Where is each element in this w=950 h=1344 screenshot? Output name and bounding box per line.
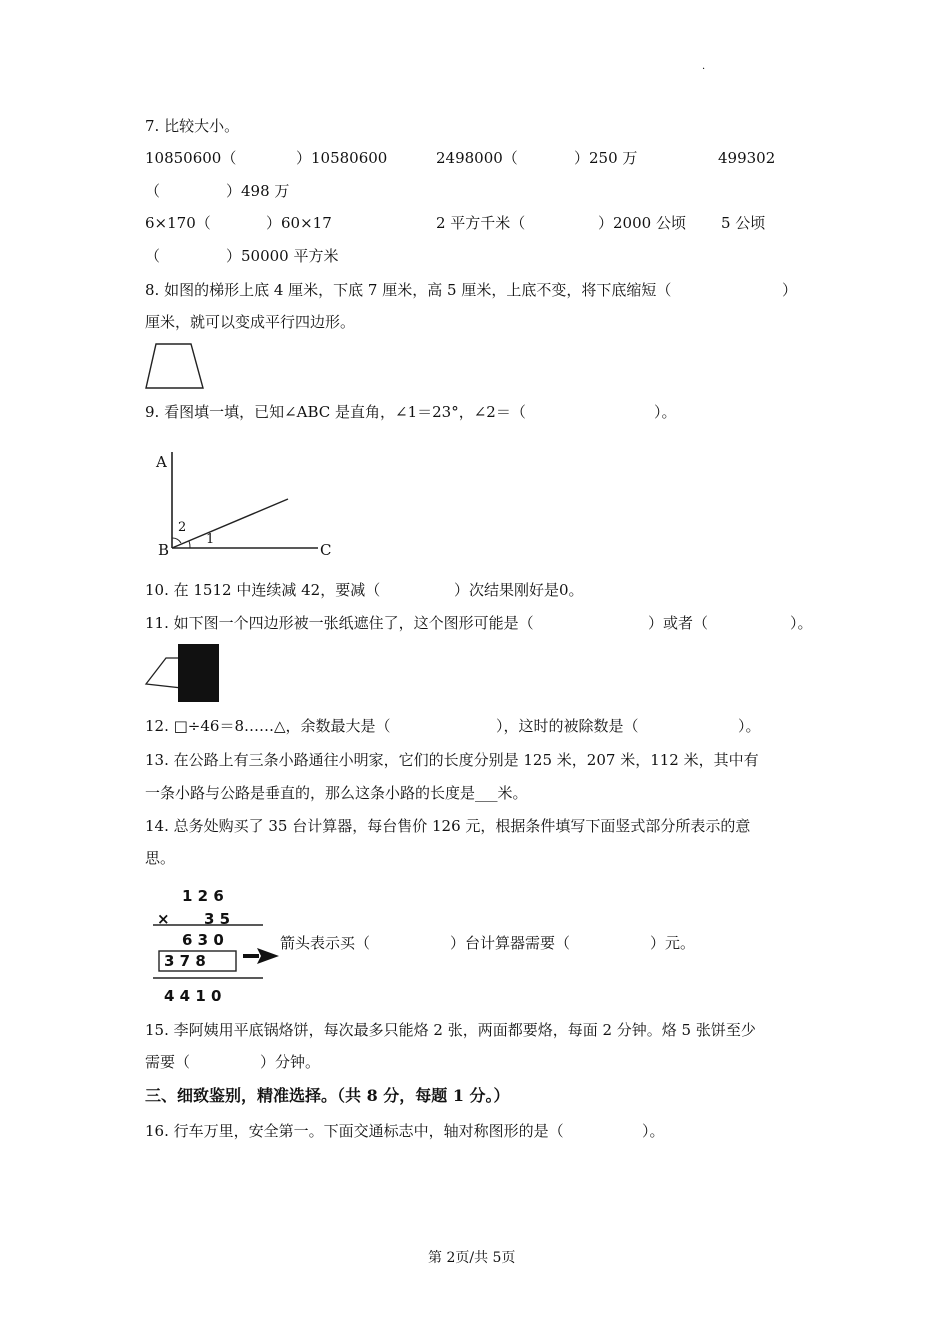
q9-text-b: ）。 xyxy=(654,403,677,421)
q12-b: ），这时的被除数是（ xyxy=(496,717,639,735)
angle-label-c: C xyxy=(320,541,332,559)
calc-times-sign: × xyxy=(157,910,170,928)
q7-r2-b: ）498 万 xyxy=(226,182,290,200)
q7-r1-a: 10850600（ xyxy=(145,149,237,167)
q13-line2: 一条小路与公路是垂直的，那么这条小路的长度是___米。 xyxy=(145,784,528,802)
q7-r4-a: （ xyxy=(145,247,161,265)
q7-r1-b: ）10580600 xyxy=(296,149,388,167)
q7-r1-c: 2498000（ xyxy=(436,149,518,167)
q9-text-a: 9. 看图填一填，已知∠ABC 是直角，∠1＝23°，∠2＝（ xyxy=(145,403,526,421)
covered-quadrilateral-figure xyxy=(142,644,222,704)
q16-b: ）。 xyxy=(642,1122,665,1140)
q15-line1: 15. 李阿姨用平底锅烙饼，每次最多只能烙 2 张，两面都要烙，每面 2 分钟。烙 5 张饼至少 xyxy=(145,1021,756,1039)
q12-c: ）。 xyxy=(738,717,761,735)
angle-label-a: A xyxy=(156,453,167,471)
section-3-heading: 三、细致鉴别，精准选择。（共 8 分，每题 1 分。） xyxy=(145,1086,510,1105)
q10-a: 10. 在 1512 中连续减 42，要减（ xyxy=(145,581,381,599)
q7-r3-c: 2 平方千米（ xyxy=(436,214,526,232)
calc-multiplicand: 1 2 6 xyxy=(182,887,224,905)
q7-r1-e: 499302 xyxy=(718,149,776,167)
q7-r3-d: ）2000 公顷 xyxy=(598,214,686,232)
q7-r3-b: ）60×17 xyxy=(266,214,332,232)
calc-result: 4 4 1 0 xyxy=(164,987,222,1005)
q11-c: ）。 xyxy=(790,614,813,632)
q7-r3-e: 5 公顷 xyxy=(721,214,766,232)
page-footer: 第 2页/共 5页 xyxy=(428,1250,516,1266)
q14-line2: 思。 xyxy=(145,849,176,867)
trapezoid-figure xyxy=(144,342,206,390)
q8-line1-b: ） xyxy=(782,281,798,299)
q7-r1-d: ）250 万 xyxy=(574,149,638,167)
q14-arrow-b: ）台计算器需要（ xyxy=(450,934,571,952)
q7-r2-a: （ xyxy=(145,182,161,200)
angle-figure xyxy=(150,448,340,563)
angle-label-1: 1 xyxy=(206,532,215,547)
q14-arrow-a: 箭头表示买（ xyxy=(280,934,371,952)
q11-b: ）或者（ xyxy=(648,614,709,632)
q8-line1-a: 8. 如图的梯形上底 4 厘米，下底 7 厘米，高 5 厘米，上底不变，将下底缩短（ xyxy=(145,281,672,299)
q7-r4-b: ）50000 平方米 xyxy=(226,247,339,265)
calc-partial-product-1: 6 3 0 xyxy=(182,931,224,949)
top-mark: · xyxy=(702,64,706,75)
q10-b: ）次结果刚好是0。 xyxy=(454,581,584,599)
q13-line1: 13. 在公路上有三条小路通往小明家，它们的长度分别是 125 米，207 米，112 米，其中有 xyxy=(145,751,759,769)
calc-partial-product-2: 3 7 8 xyxy=(164,952,206,970)
q8-line2: 厘米，就可以变成平行四边形。 xyxy=(145,313,356,331)
q14-arrow-c: ）元。 xyxy=(650,934,696,952)
angle-label-b: B xyxy=(158,541,170,559)
q15-line2-b: ）分钟。 xyxy=(260,1053,321,1071)
angle-label-2: 2 xyxy=(178,520,187,535)
q12-a: 12. □÷46＝8……△，余数最大是（ xyxy=(145,717,391,735)
q7-r3-a: 6×170（ xyxy=(145,214,211,232)
q15-line2-a: 需要（ xyxy=(145,1053,191,1071)
q11-a: 11. 如下图一个四边形被一张纸遮住了，这个图形可能是（ xyxy=(145,614,534,632)
q14-line1: 14. 总务处购买了 35 台计算器，每台售价 126 元，根据条件填写下面竖式部分所表示的意 xyxy=(145,817,751,835)
q7-title: 7. 比较大小。 xyxy=(145,117,240,135)
q16-a: 16. 行车万里，安全第一。下面交通标志中，轴对称图形的是（ xyxy=(145,1122,564,1140)
calc-multiplier: 3 5 xyxy=(204,910,231,928)
